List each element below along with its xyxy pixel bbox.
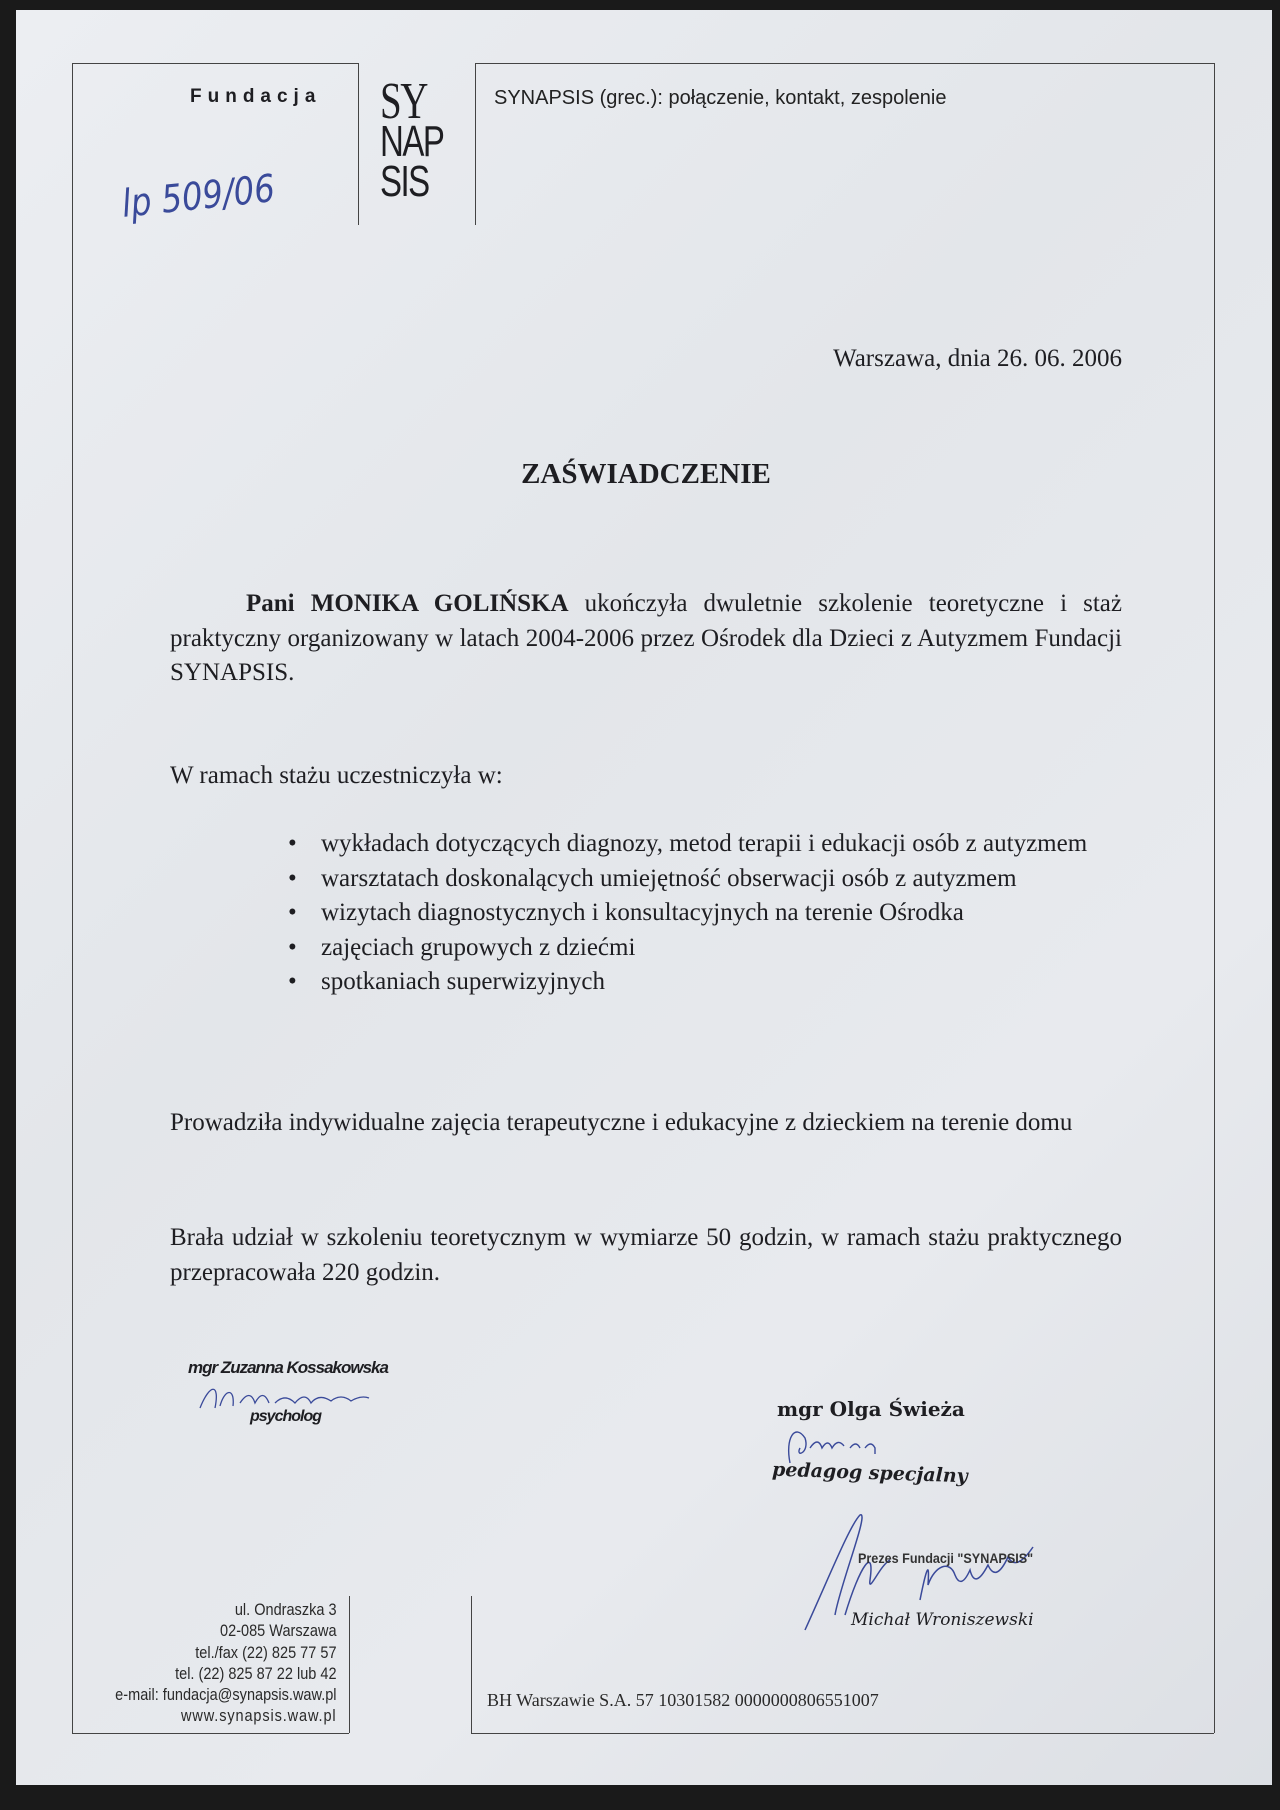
logo-line-2: NAP: [380, 117, 444, 166]
paragraph-hours: Brała udział w szkoleniu teoretycznym w wymiarze 50 godzin, w ramach stażu praktycznego przepracowała 220 godzin.: [170, 1224, 1122, 1286]
address-telfax: tel./fax (22) 825 77 57: [195, 1643, 337, 1662]
document-title: ZAŚWIADCZENIE: [521, 458, 771, 490]
address-email[interactable]: e-mail: fundacja@synapsis.waw.pl: [115, 1686, 337, 1705]
completion-text: ukończyła dwuletnie szkolenie teoretyczne i staż praktyczny organizowany w latach 2004-2006 przez Ośrodek dla Dzieci z Autyzmem Fundacji SYNAPSIS.: [170, 590, 1122, 687]
list-item: [288, 896, 1122, 931]
paragraph-completion: [170, 587, 1122, 691]
list-item-text: wizytach diagnostycznych i konsultacyjnych na terenie Ośrodka: [321, 899, 964, 927]
header-divider-1: [358, 63, 359, 225]
address-city: 02-085 Warszawa: [220, 1622, 337, 1641]
list-item-text: warsztatach doskonalących umiejętność obserwacji osób z autyzmem: [321, 864, 1017, 892]
address-website[interactable]: www.synapsis.waw.pl: [181, 1707, 337, 1726]
logo-line-3: SIS: [380, 157, 429, 206]
bullet-icon: •: [288, 899, 297, 927]
list-item-text: wykładach dotyczących diagnozy, metod terapii i edukacji osób z autyzmem: [321, 830, 1088, 857]
synapsis-logo: [380, 73, 448, 206]
address-street: ul. Ondraszka 3: [235, 1601, 337, 1619]
frame-bottom-left: [72, 1733, 349, 1734]
list-item-text: zajęciach grupowych z dziećmi: [321, 933, 636, 961]
footer-divider-1: [349, 1596, 350, 1733]
footer-address: [116, 1600, 337, 1728]
bullet-icon: •: [288, 830, 297, 857]
date-line: Warszawa, dnia 26. 06. 2006: [833, 345, 1122, 372]
president-stamp: Prezes Fundacji "SYNAPSIS": [858, 1550, 1034, 1566]
paragraph-individual-classes: Prowadziła indywidualne zajęcia terapeutyczne i edukacyjne z dzieckiem na terenie domu: [170, 1109, 1073, 1136]
header-divider-2: [475, 63, 476, 225]
frame-top-right: [475, 63, 1214, 64]
bullet-icon: •: [288, 968, 297, 996]
logo-line-1: SY: [380, 73, 427, 130]
psychologist-role: psycholog: [250, 1408, 322, 1425]
list-item-text: spotkaniach superwizyjnych: [321, 968, 605, 996]
pedagogue-role: pedagog specjalny: [771, 1458, 969, 1488]
tagline: SYNAPSIS (grec.): połączenie, kontakt, zespolenie: [494, 87, 947, 109]
footer-divider-2: [471, 1596, 472, 1733]
bullet-icon: •: [288, 933, 297, 961]
list-item: [288, 827, 1122, 862]
frame-top-left: [72, 63, 358, 64]
list-item: [288, 862, 1122, 897]
list-item: [288, 965, 1122, 1000]
list-item: [288, 931, 1122, 966]
frame-bottom-right: [471, 1733, 1214, 1734]
fundacja-label: Fundacja: [190, 86, 322, 107]
frame-left: [72, 63, 73, 1733]
handwritten-reference: lp 509/06: [119, 166, 277, 226]
internship-intro: W ramach stażu uczestniczyła w:: [170, 762, 503, 789]
pedagogue-name: mgr Olga Świeża: [777, 1397, 965, 1421]
frame-right: [1214, 63, 1215, 1733]
bank-account: BH Warszawie S.A. 57 10301582 0000000806551007: [487, 1690, 879, 1710]
activities-list: [288, 827, 1122, 1000]
bullet-icon: •: [288, 864, 297, 892]
psychologist-name: mgr Zuzanna Kossakowska: [188, 1358, 388, 1377]
address-tel: tel. (22) 825 87 22 lub 42: [175, 1664, 337, 1683]
recipient-name: Pani MONIKA GOLIŃSKA: [246, 590, 569, 617]
president-name: Michał Wroniszewski: [851, 1610, 1034, 1630]
